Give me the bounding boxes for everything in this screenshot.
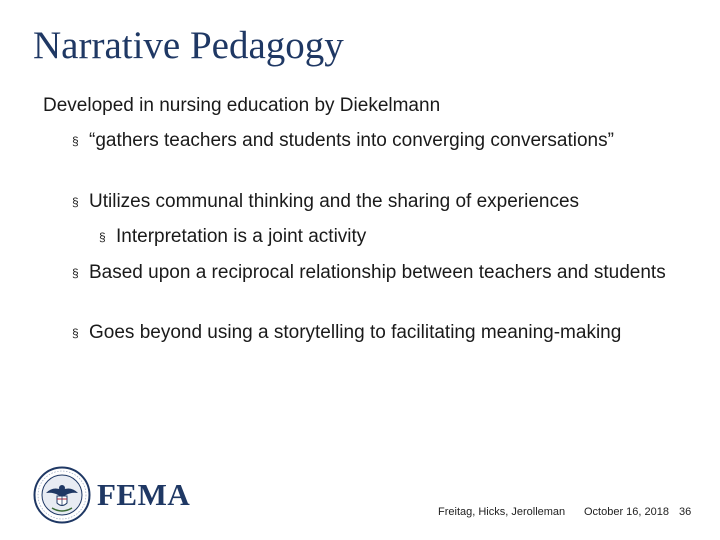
bullet-marker: §	[72, 326, 79, 340]
bullet-item	[72, 190, 689, 214]
footer-authors: Freitag, Hicks, Jerolleman	[438, 506, 566, 518]
bullet-text: Utilizes communal thinking and the sharing of experiences	[89, 191, 580, 212]
fema-logo	[33, 466, 193, 524]
bullet-marker: §	[99, 230, 106, 244]
bullet-text: Interpretation is a joint activity	[116, 226, 367, 247]
bullet-item	[72, 129, 689, 153]
bullet-text: “gathers teachers and students into converging conversations”	[89, 130, 614, 151]
fema-wordmark: FEMA	[97, 477, 191, 512]
bullet-text: Based upon a reciprocal relationship between teachers and students	[89, 262, 666, 283]
slide-title: Narrative Pedagogy	[33, 24, 344, 67]
bullet-item	[72, 321, 689, 345]
sub-bullet-item	[99, 225, 676, 249]
footer-date: October 16, 2018	[584, 506, 670, 518]
dhs-seal-icon	[33, 466, 91, 524]
intro-text: Developed in nursing education by Diekelmann	[43, 95, 441, 116]
bullet-item	[72, 261, 689, 285]
page-number: 36	[679, 506, 692, 518]
bullet-marker: §	[72, 266, 79, 280]
bullet-marker: §	[72, 195, 79, 209]
bullet-text: Goes beyond using a storytelling to facilitating meaning-making	[89, 322, 622, 343]
bullet-marker: §	[72, 134, 79, 148]
